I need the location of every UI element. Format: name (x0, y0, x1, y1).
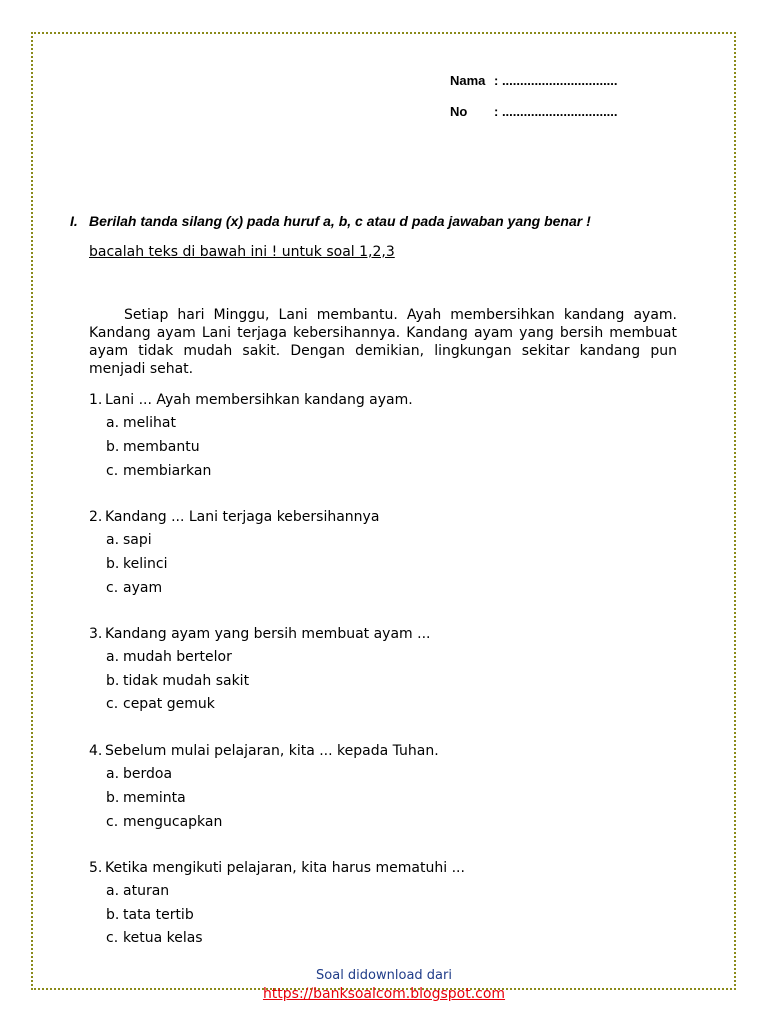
option-3b (106, 673, 249, 689)
question-5 (89, 860, 465, 876)
option-text: ketua kelas (123, 930, 203, 946)
option-text: membiarkan (123, 463, 212, 479)
question-4 (89, 743, 439, 759)
footer-source-text: Soal didownload dari (316, 968, 452, 983)
option-letter: c. (106, 580, 119, 596)
option-letter: a. (106, 415, 120, 431)
option-letter: c. (106, 696, 119, 712)
name-field: : ................................ (494, 73, 618, 88)
option-letter: b. (106, 790, 120, 806)
option-2c (106, 580, 162, 596)
question-text: Kandang ... Lani terjaga kebersihannya (105, 509, 380, 525)
instruction-text: Berilah tanda silang (x) pada huruf a, b, c atau d pada jawaban yang benar ! (89, 213, 591, 229)
footer-link[interactable]: https://banksoalcom.blogspot.com (262, 986, 506, 1002)
option-4a (106, 766, 172, 782)
question-text: Ketika mengikuti pelajaran, kita harus mematuhi ... (105, 860, 465, 876)
option-text: sapi (123, 532, 152, 548)
option-text: aturan (123, 883, 170, 899)
option-text: mengucapkan (123, 814, 223, 830)
option-letter: c. (106, 930, 119, 946)
option-5c (106, 930, 203, 946)
option-1c (106, 463, 211, 479)
option-text: kelinci (123, 556, 168, 572)
option-text: melihat (123, 415, 176, 431)
question-text: Sebelum mulai pelajaran, kita ... kepada Tuhan. (105, 743, 439, 759)
section-number: I. (70, 213, 78, 229)
option-3c (106, 696, 215, 712)
option-letter: a. (106, 766, 120, 782)
question-number: 4. (89, 743, 103, 759)
question-1 (89, 392, 413, 408)
name-line (450, 73, 618, 88)
option-text: tata tertib (123, 907, 194, 923)
option-letter: c. (106, 814, 119, 830)
option-letter: b. (106, 439, 120, 455)
option-2b (106, 556, 167, 572)
subheading: bacalah teks di bawah ini ! untuk soal 1,2,3 (89, 244, 395, 260)
number-line (450, 104, 618, 119)
option-text: ayam (123, 580, 163, 596)
question-number: 1. (89, 392, 103, 408)
option-1b (106, 439, 200, 455)
option-text: tidak mudah sakit (123, 673, 250, 689)
reading-passage: Setiap hari Minggu, Lani membantu. Ayah membersihkan kandang ayam. Kandang ayam Lani terjaga kebersihannya. Kandang ayam yang bersih membuat ayam tidak mudah sakit. Dengan demikian, lingkungan sekitar kandang pun menjadi sehat. (89, 307, 677, 377)
option-4b (106, 790, 186, 806)
option-text: berdoa (123, 766, 173, 782)
option-letter: a. (106, 883, 120, 899)
option-text: mudah bertelor (123, 649, 232, 665)
option-4c (106, 814, 222, 830)
question-number: 2. (89, 509, 103, 525)
option-5b (106, 907, 194, 923)
question-number: 5. (89, 860, 103, 876)
instruction (70, 213, 591, 229)
question-3 (89, 626, 430, 642)
option-2a (106, 532, 152, 548)
option-letter: b. (106, 907, 120, 923)
number-field: : ................................ (494, 104, 618, 119)
name-label: Nama (450, 73, 486, 88)
option-letter: b. (106, 556, 120, 572)
option-text: meminta (123, 790, 186, 806)
number-label: No (450, 104, 468, 119)
option-letter: c. (106, 463, 119, 479)
question-text: Lani ... Ayah membersihkan kandang ayam. (105, 392, 413, 408)
option-text: membantu (123, 439, 200, 455)
option-1a (106, 415, 176, 431)
option-text: cepat gemuk (123, 696, 215, 712)
option-letter: b. (106, 673, 120, 689)
option-letter: a. (106, 532, 120, 548)
option-5a (106, 883, 169, 899)
question-number: 3. (89, 626, 103, 642)
question-2 (89, 509, 379, 525)
option-3a (106, 649, 232, 665)
question-text: Kandang ayam yang bersih membuat ayam ... (105, 626, 431, 642)
option-letter: a. (106, 649, 120, 665)
